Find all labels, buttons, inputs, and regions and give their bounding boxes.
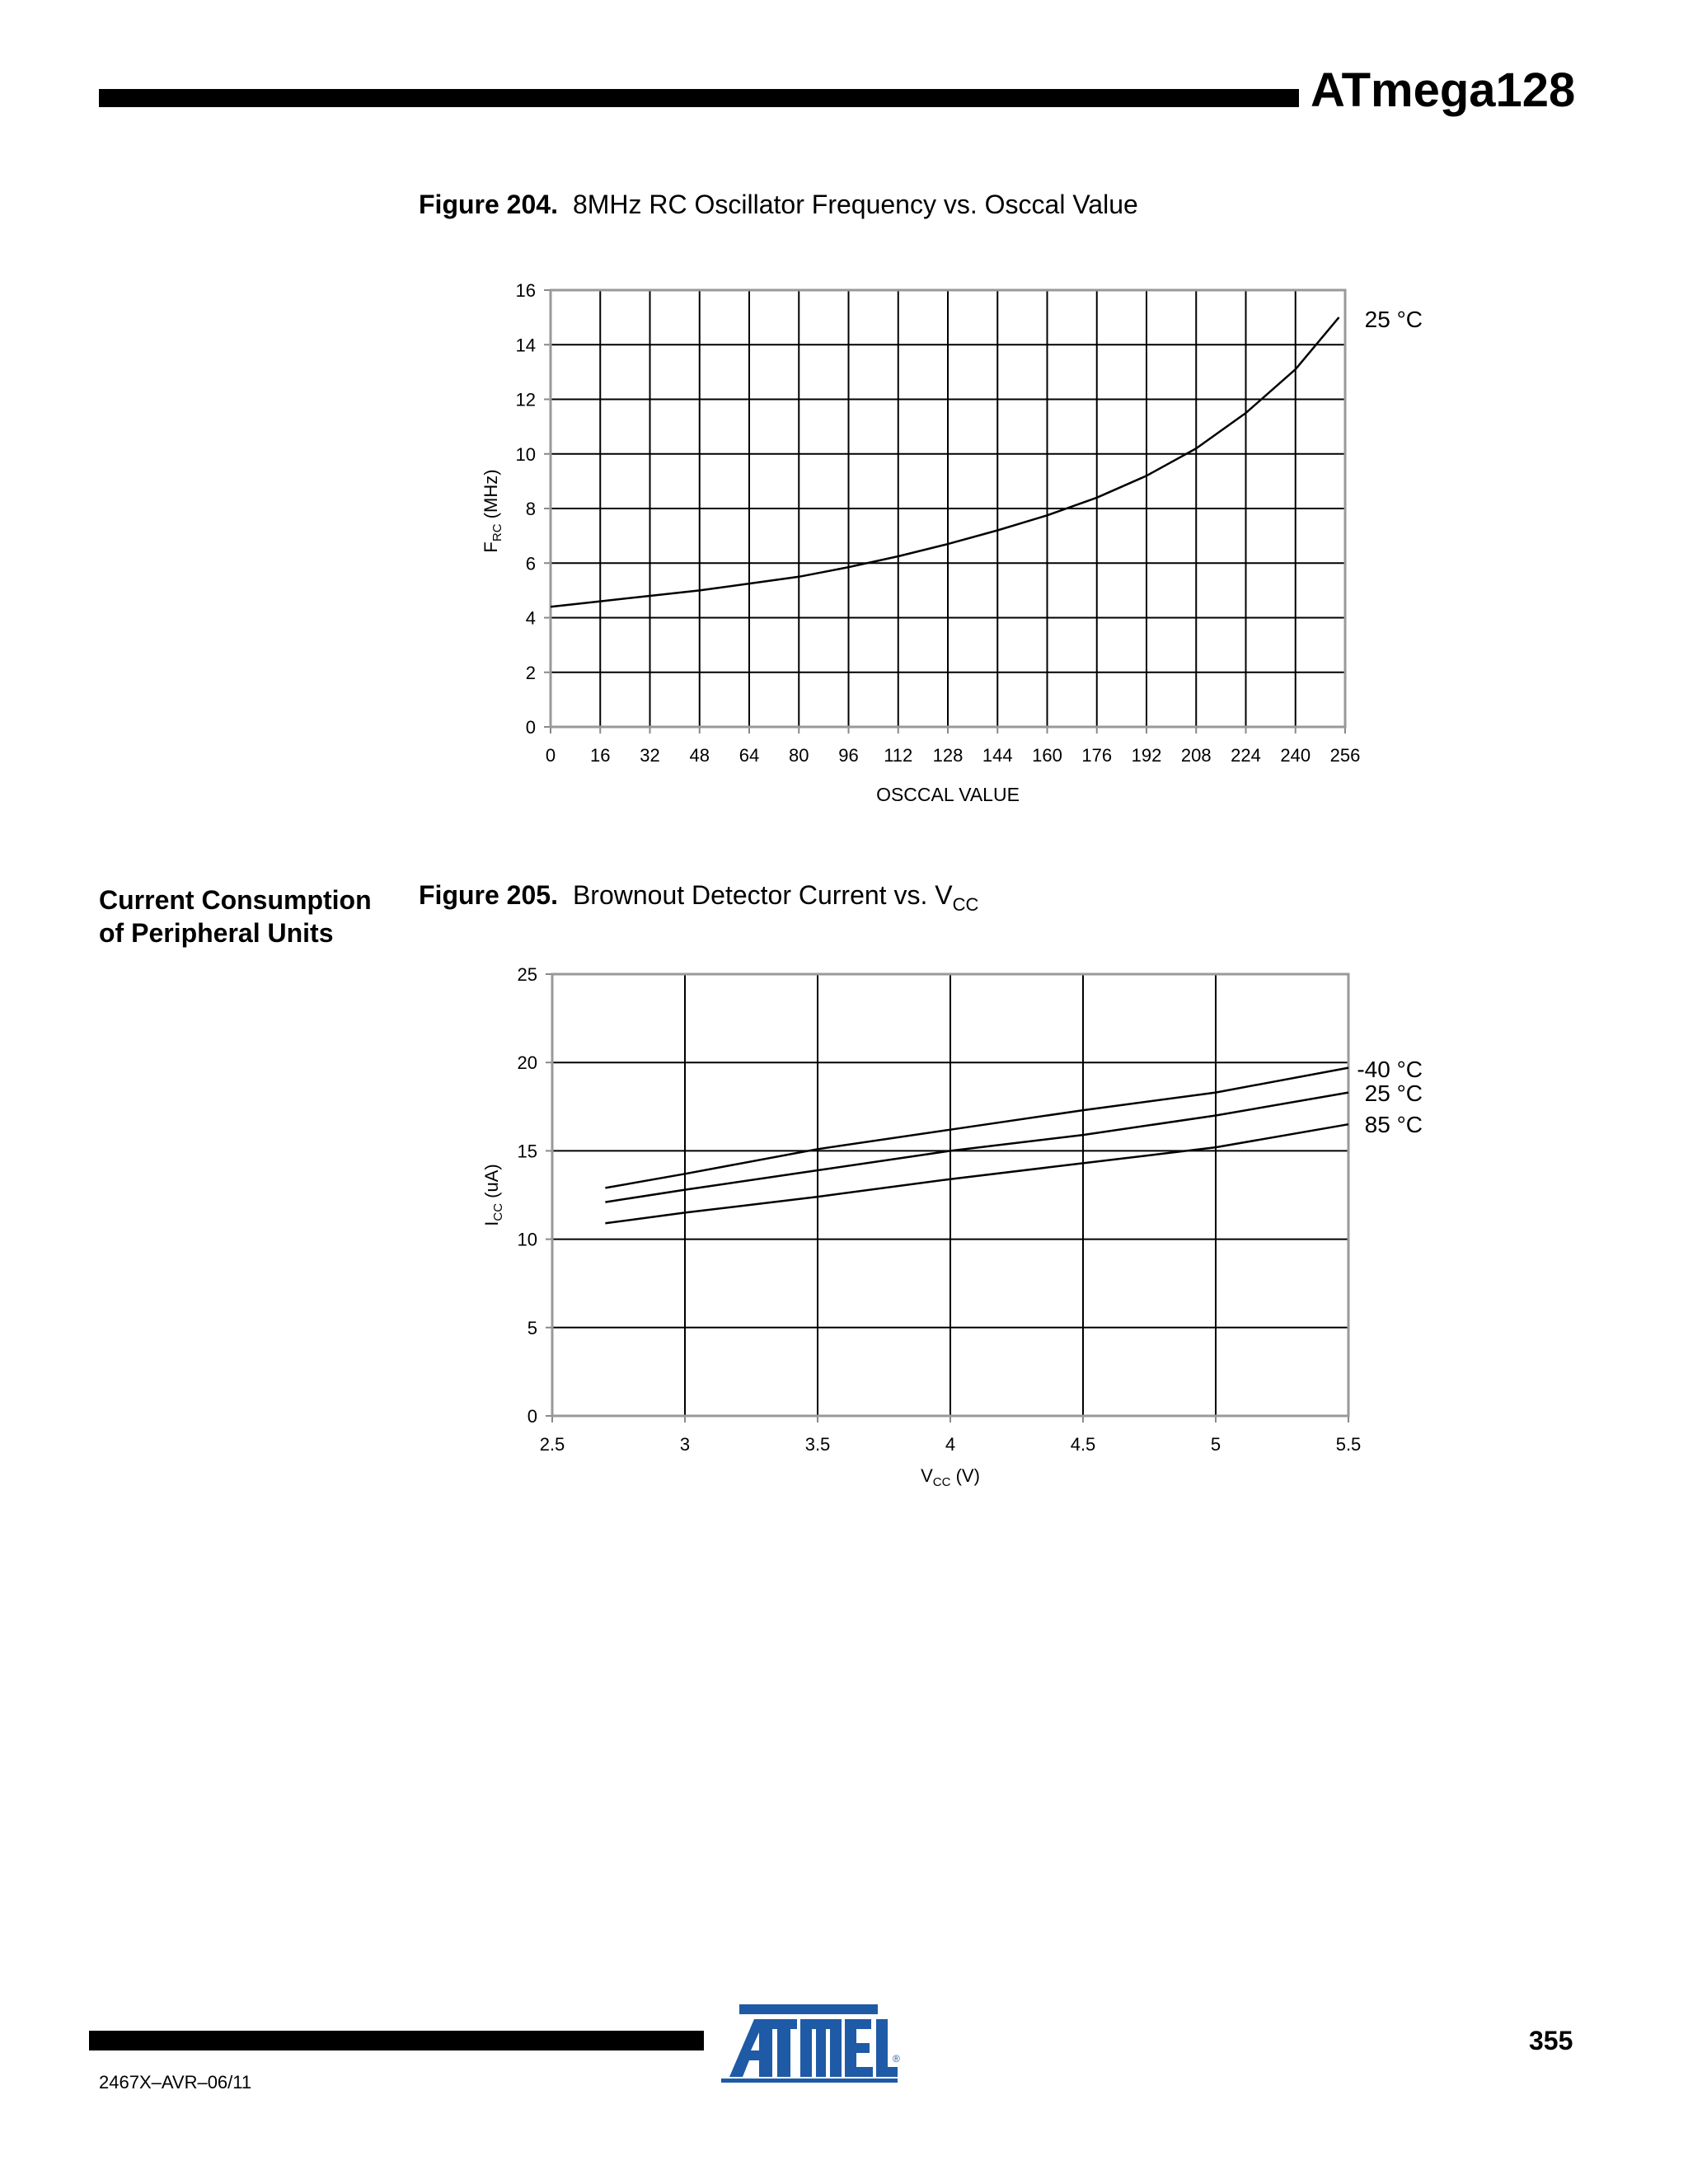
y-tick-label: 4 bbox=[525, 607, 536, 629]
header-rule bbox=[99, 89, 1299, 107]
x-tick-label: 0 bbox=[545, 745, 556, 766]
x-tick-label: 160 bbox=[1032, 745, 1062, 766]
x-tick-label: 5.5 bbox=[1335, 1434, 1362, 1455]
atmel-logo bbox=[721, 2001, 903, 2083]
x-tick-label: 4 bbox=[945, 1434, 956, 1455]
x-axis-title: OSCCAL VALUE bbox=[876, 784, 1020, 805]
x-tick-label: 3 bbox=[679, 1434, 691, 1455]
section-heading-line2: of Peripheral Units bbox=[99, 918, 334, 948]
x-tick-label: 256 bbox=[1329, 745, 1361, 766]
x-tick-label: 5 bbox=[1210, 1434, 1221, 1455]
y-tick-label: 12 bbox=[515, 389, 536, 410]
x-tick-label: 144 bbox=[982, 745, 1013, 766]
figure-204-title: 8MHz RC Oscillator Frequency vs. Osccal Value bbox=[572, 190, 1138, 219]
y-tick-label: 0 bbox=[525, 717, 536, 738]
figure-204-caption bbox=[419, 190, 1138, 220]
svg-text:®: ® bbox=[893, 2053, 900, 2064]
y-axis-title: $I_{CC}$ (uA) bbox=[481, 1164, 505, 1226]
x-tick-label: 112 bbox=[884, 745, 913, 766]
y-tick-label: 0 bbox=[527, 1406, 537, 1427]
series-label: 25 °C bbox=[1364, 1080, 1423, 1106]
figure-205-title: Brownout Detector Current vs. V bbox=[572, 880, 953, 910]
figure-204-chart bbox=[0, 272, 1467, 832]
x-tick-label: 3.5 bbox=[804, 1434, 831, 1455]
figure-205-caption bbox=[419, 880, 978, 916]
y-tick-label: 10 bbox=[515, 443, 536, 465]
y-tick-label: 25 bbox=[517, 964, 537, 985]
x-tick-label: 240 bbox=[1280, 745, 1311, 766]
figure-205-chart bbox=[0, 956, 1467, 1500]
x-tick-label: 16 bbox=[590, 745, 611, 766]
section-heading-line1: Current Consumption bbox=[99, 885, 372, 915]
y-tick-label: 14 bbox=[515, 335, 536, 356]
x-tick-label: 96 bbox=[838, 745, 859, 766]
document-code: 2467X–AVR–06/11 bbox=[99, 2072, 252, 2093]
y-tick-label: 20 bbox=[517, 1052, 537, 1074]
y-tick-label: 16 bbox=[515, 280, 536, 301]
figure-205-title-sub: CC bbox=[952, 894, 979, 915]
x-tick-label: 128 bbox=[932, 745, 964, 766]
page-number: 355 bbox=[1529, 2026, 1573, 2055]
x-tick-label: 64 bbox=[738, 745, 760, 766]
figure-204-label: Figure 204. bbox=[419, 190, 558, 219]
footer-rule bbox=[89, 2031, 704, 2050]
y-tick-label: 15 bbox=[517, 1141, 537, 1162]
x-tick-label: 224 bbox=[1231, 745, 1261, 766]
x-tick-label: 208 bbox=[1180, 745, 1212, 766]
y-tick-label: 2 bbox=[525, 662, 536, 683]
x-axis-title: $V_{CC}$ (V) bbox=[921, 1465, 980, 1489]
y-tick-label: 5 bbox=[527, 1317, 537, 1338]
y-tick-label: 6 bbox=[525, 553, 536, 574]
y-tick-label: 10 bbox=[517, 1229, 537, 1250]
x-tick-label: 32 bbox=[640, 745, 660, 766]
series-line bbox=[605, 1068, 1348, 1188]
figure-205-label: Figure 205. bbox=[419, 880, 558, 910]
series-label: -40 °C bbox=[1357, 1057, 1423, 1082]
series-label: 85 °C bbox=[1364, 1112, 1423, 1137]
series-line bbox=[605, 1093, 1348, 1202]
y-tick-label: 8 bbox=[525, 499, 536, 519]
y-axis-title: $F_{RC}$ (MHz) bbox=[481, 469, 504, 553]
series-line bbox=[605, 1124, 1348, 1223]
x-tick-label: 48 bbox=[689, 745, 710, 766]
x-tick-label: 4.5 bbox=[1070, 1434, 1096, 1455]
series-label: 25 °C bbox=[1364, 307, 1423, 332]
x-tick-label: 2.5 bbox=[539, 1434, 565, 1455]
document-title: ATmega128 bbox=[1311, 63, 1576, 117]
section-heading bbox=[99, 883, 412, 949]
x-tick-label: 80 bbox=[789, 745, 809, 766]
x-tick-label: 192 bbox=[1131, 745, 1162, 766]
x-tick-label: 176 bbox=[1081, 745, 1113, 766]
